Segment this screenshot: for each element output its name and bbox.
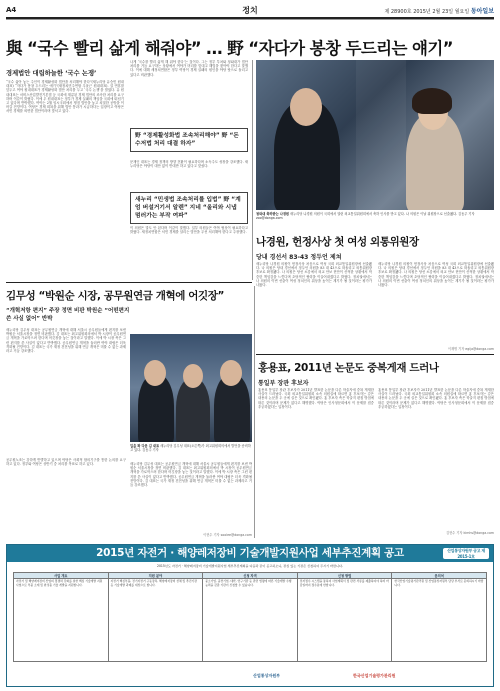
- ad-col-head: 사업 개요: [14, 573, 108, 579]
- hong-headline: 홍용표, 2011년 논문도 중복게재 드러나: [258, 362, 439, 374]
- caption-text: 새누리당 나경원 의원이 국회에서 열린 외교통일위원회에서 축하 인사를 받고 있다. 나 의원은 이날 위원장으로 선출됐다.: [290, 212, 458, 216]
- ad-table: [13, 572, 487, 662]
- na-body-col1: 새누리당 나경원 의원이 헌정사상 처음으로 여성 국회 외교통일위원장에 선출됐다. 나 의원은 당내 경선에서 정두언 의원을 83 대 43으로 따돌리고 외통위원장 후보로 확정됐다. 나 의원은 당선 소감에서 외교 안보 현안이 산적한 상황에서 막중한 책임감을 느낀다며 초당적인 협력을 이끌어내겠다고 밝혔다. 정치권에서는 나 의원의 이번 선출이 여성 정치인의 위상을 높이는 계기가 될 것이라는 평가가 나왔다.: [256, 262, 372, 288]
- na-byline: 이재명 기자 egija@donga.com: [447, 347, 494, 351]
- col1-subhead: 경제법안 대립하늘한 ‘국수 논쟁’: [6, 70, 97, 77]
- ad-column: [298, 573, 393, 661]
- ad-col-head: 지원 분야: [109, 573, 203, 579]
- caption-title: 청와대 축하받는 나경원: [256, 212, 290, 216]
- ad-title: 2015년 자전거 · 해양레저장비 기술개발지원사업 세부추진계획 공고: [96, 547, 404, 559]
- hong-body-col2: 홍용표 통일부 장관 후보자가 2011년 발표한 논문을 다른 학술지에 중복 게재한 사실이 드러났다. 국회 외교통일위원회 소속 의원실에 따르면 홍 후보자는 같은 내용의 논문을 두 곳에 실은 것으로 확인됐다. 홍 후보자 측은 학술지 편집 방침에 따른 것이라며 문제가 없다고 해명했다. 야당은 인사청문회에서 이 문제를 집중 추궁하겠다는 입장이다.: [378, 388, 494, 409]
- ad-logo-keit: 한국산업기술평가관리원: [353, 673, 396, 678]
- main-headline: 與 “국수 빨리 삶게 해줘야” … 野 “자다가 봉창 두드리는 얘기”: [6, 39, 453, 58]
- col2-boxed-subhead: 野 “경제활성화법 조속처리해야” 野 “돈수저법 처리 대결 하자”: [130, 128, 248, 152]
- ad-column: [109, 573, 204, 661]
- hong-lead: 통일부 장관 후보자: [258, 380, 309, 387]
- ad-column: [203, 573, 298, 661]
- kim-body-2: 공무원노조는 강하게 반발하고 있으며 야당은 사회적 합의기구를 통한 논의를 요구하고 있다. 정부와 여당은 상반기 중 처리를 목표로 하고 있다.: [6, 458, 126, 467]
- section-rule-left: [6, 282, 252, 283]
- ad-cell: 중소기업, 중견기업, 대학, 연구기관 등 관련 법령에 따른 기술개발 수행 능력을 갖춘 기관이 신청할 수 있습니다.: [205, 579, 292, 587]
- photo-na-kyungwon: [256, 60, 494, 210]
- na-body-col2: 새누리당 나경원 의원이 헌정사상 처음으로 여성 국회 외교통일위원장에 선출됐다. 나 의원은 당내 경선에서 정두언 의원을 83 대 43으로 따돌리고 외통위원장 후보로 확정됐다. 나 의원은 당선 소감에서 외교 안보 현안이 산적한 상황에서 막중한 책임감을 느낀다며 초당적인 협력을 이끌어내겠다고 밝혔다. 정치권에서는 나 의원의 이번 선출이 여성 정치인의 위상을 높이는 계기가 될 것이라는 평가가 나왔다.: [378, 262, 494, 288]
- col2-body-bottom: 이 의원은 말도 안 된다며 이같이 말했다. 일부 의원들은 여야 협상이 필요하다고 밝혔다. 새정치연합은 서민 경제를 살리는 법안을 우선 처리해야 한다고 주장했다.: [130, 226, 248, 235]
- ad-title-bar: [7, 545, 493, 562]
- hong-byline: 김현수 기자 kimhs@donga.com: [446, 531, 494, 535]
- col1-body: “국수 삶아 놓는 주인이 경제활성화 법안을 처리해야 한다”(새누리당 유승민 원내대표) “자다가 봉창 두드리는 얘기”(새정치민주연합 우윤근 원내대표). 설 연휴를 앞두고 여야 원내대표가 경제활성화 법안 처리를 두고 ‘국수 논쟁’을 벌였다. 유 원내대표는 서비스산업발전기본법 등 국회에 계류된 경제 법안의 조속한 처리를 요구하며 이같이 밝혔다. 이에 우 원내대표는 정부가 경제 실패의 책임을 국회에 떠넘기고 있다며 반박했다. 여야는 2월 임시국회에서 쟁점 법안을 놓고 치열한 공방을 이어갈 전망이다. 여당은 경제 회복을 위해 법안 통과가 시급하다는 입장이고 야당은 서민 경제를 외면한 법안이라며 맞서고 있다.: [6, 80, 124, 114]
- col2-body-top: 나게 ‘국수를 빨리 삶게 해 줘야 한다’는 것이다. 그는 정부 부처와 청와대가 법안 처리를 거듭 요구하는 상황에서 여야가 머리를 맞대고 해법을 찾아야 한다고 말했다. 이에 대해 새정치연합은 정부 여당이 경제 실패의 원인을 야당 탓으로 돌리고 있다고 비판했다.: [130, 60, 248, 77]
- date-info: 제 28900호 2015년 2월 23일 월요일: [384, 9, 470, 15]
- col2-body-mid: 문재인 대표는 경제 정책의 방향 전환이 필요하다며 소득주도 성장을 강조했다. 새누리당은 야당이 대안 없이 반대만 하고 있다고 맞섰다.: [130, 160, 248, 169]
- section-title: 정치: [242, 6, 258, 15]
- na-lead: 당내 경선서 83-43 정두언 제쳐: [256, 254, 342, 261]
- kim-caption-text: 새누리당 김무성 대표(오른쪽)가 최고위원회의에서 발언을 준비하고 있다.: [130, 444, 251, 453]
- ad-cell: 자전거 및 해양레저장비 산업의 경쟁력 강화를 위한 핵심 기술개발 지원 사업으로 부품 소재 및 완성품 기술 개발을 지원합니다.: [16, 579, 103, 587]
- ad-intro: 2015년도 자전거 · 해양레저장비 기술개발지원사업 세부추진계획을 다음과 같이 공고하오니, 관심 있는 기관은 신청하여 주시기 바랍니다.: [157, 564, 343, 568]
- ad-column: [14, 573, 109, 661]
- ad-col-head: 문의처: [392, 573, 486, 579]
- ad-badge: 산업통상자원부 공고 제2015-1호: [443, 548, 489, 559]
- column-divider-2: [254, 286, 255, 538]
- page-number: A4: [6, 6, 17, 14]
- na-headline: 나경원, 헌정사상 첫 여성 외통위원장: [256, 236, 419, 248]
- kim-caption-title: 입을 꽉 다문 김 대표: [130, 444, 160, 448]
- ad-cell: 전자접수 시스템을 통하여 사업계획서 및 관련 서류를 제출하여야 하며 마감일까지 접수분에 한합니다.: [299, 579, 389, 587]
- header-rule-thin: [6, 19, 494, 20]
- kim-byline: 이현수 기자 soolee@donga.com: [203, 533, 252, 537]
- kim-body-3: 새누리당 김무성 대표는 공무원연금 개혁에 대해 서울시 공무원들에게 편지를 보낸 박원순 서울시장을 정면 비판했다. 김 대표는 최고위원회의에서 박 시장이 공무원연금 개혁을 가로막으려 한다며 어깃장을 놓는 것이라고 말했다. 이에 박 시장 측은 그런 편지를 쓴 사실이 없다고 반박했다. 공무원연금 개혁을 둘러싼 여야 대립은 더욱 격화될 전망이다. 김 대표는 국가 재정 건전성을 위해 연금 개혁은 미룰 수 없는 과제라고 거듭 강조했다.: [130, 462, 252, 488]
- section-rule-right: [256, 354, 494, 355]
- advertisement-box: [6, 544, 494, 687]
- caption-credit: 김동주 기자 zoo@donga.com: [256, 212, 475, 221]
- ad-col-head: 신청 방법: [298, 573, 392, 579]
- ad-footer: [13, 665, 487, 685]
- brand-logo: 동아일보: [470, 8, 494, 15]
- col2-boxed-subhead-2: 새누리 “민생법 조속처리를 입법” 野 “계엄 버설거기서 알렌” 지네 “올리와 시냅 멈러가는 부작 여파”: [130, 192, 248, 224]
- ad-logo-ministry: 산업통상자원부: [253, 673, 281, 678]
- photo-caption: [256, 212, 494, 220]
- column-divider: [252, 60, 253, 280]
- ad-cell: 한국산업기술평가관리원 및 산업통상자원부 담당 부서로 문의하시기 바랍니다.: [394, 579, 484, 587]
- kim-caption-credit: 김동주 기자: [142, 448, 159, 453]
- masthead-info: [384, 6, 494, 15]
- ad-column: [392, 573, 486, 661]
- kim-photo-caption: [130, 444, 252, 452]
- kim-box-subhead: “개혁저항 편지” 주장 정면 비판 박원순 “어떤편지 쓴 사실 없어” 반박: [6, 308, 130, 322]
- kim-body: 새누리당 김무성 대표는 공무원연금 개혁에 대해 서울시 공무원들에게 편지를 보낸 박원순 서울시장을 정면 비판했다. 김 대표는 최고위원회의에서 박 시장이 공무원연금 개혁을 가로막으려 한다며 어깃장을 놓는 것이라고 말했다. 이에 박 시장 측은 그런 편지를 쓴 사실이 없다고 반박했다. 공무원연금 개혁을 둘러싼 여야 대립은 더욱 격화될 전망이다. 김 대표는 국가 재정 건전성을 위해 연금 개혁은 미룰 수 없는 과제라고 거듭 강조했다.: [6, 328, 126, 354]
- hong-body-col1: 홍용표 통일부 장관 후보자가 2011년 발표한 논문을 다른 학술지에 중복 게재한 사실이 드러났다. 국회 외교통일위원회 소속 의원실에 따르면 홍 후보자는 같은 내용의 논문을 두 곳에 실은 것으로 확인됐다. 홍 후보자 측은 학술지 편집 방침에 따른 것이라며 문제가 없다고 해명했다. 야당은 인사청문회에서 이 문제를 집중 추궁하겠다는 입장이다.: [258, 388, 374, 409]
- kim-headline: 김무성 “박원순 시장, 공무원연금 개혁에 어깃장”: [6, 290, 224, 302]
- ad-col-head: 신청 자격: [203, 573, 297, 579]
- photo-kim: [130, 334, 252, 442]
- ad-cell: 자전거 핵심부품, 전기자전거 구동장치, 해양레저장비 선체 및 추진기관 등 기술개발 과제를 대상으로 합니다.: [110, 579, 197, 587]
